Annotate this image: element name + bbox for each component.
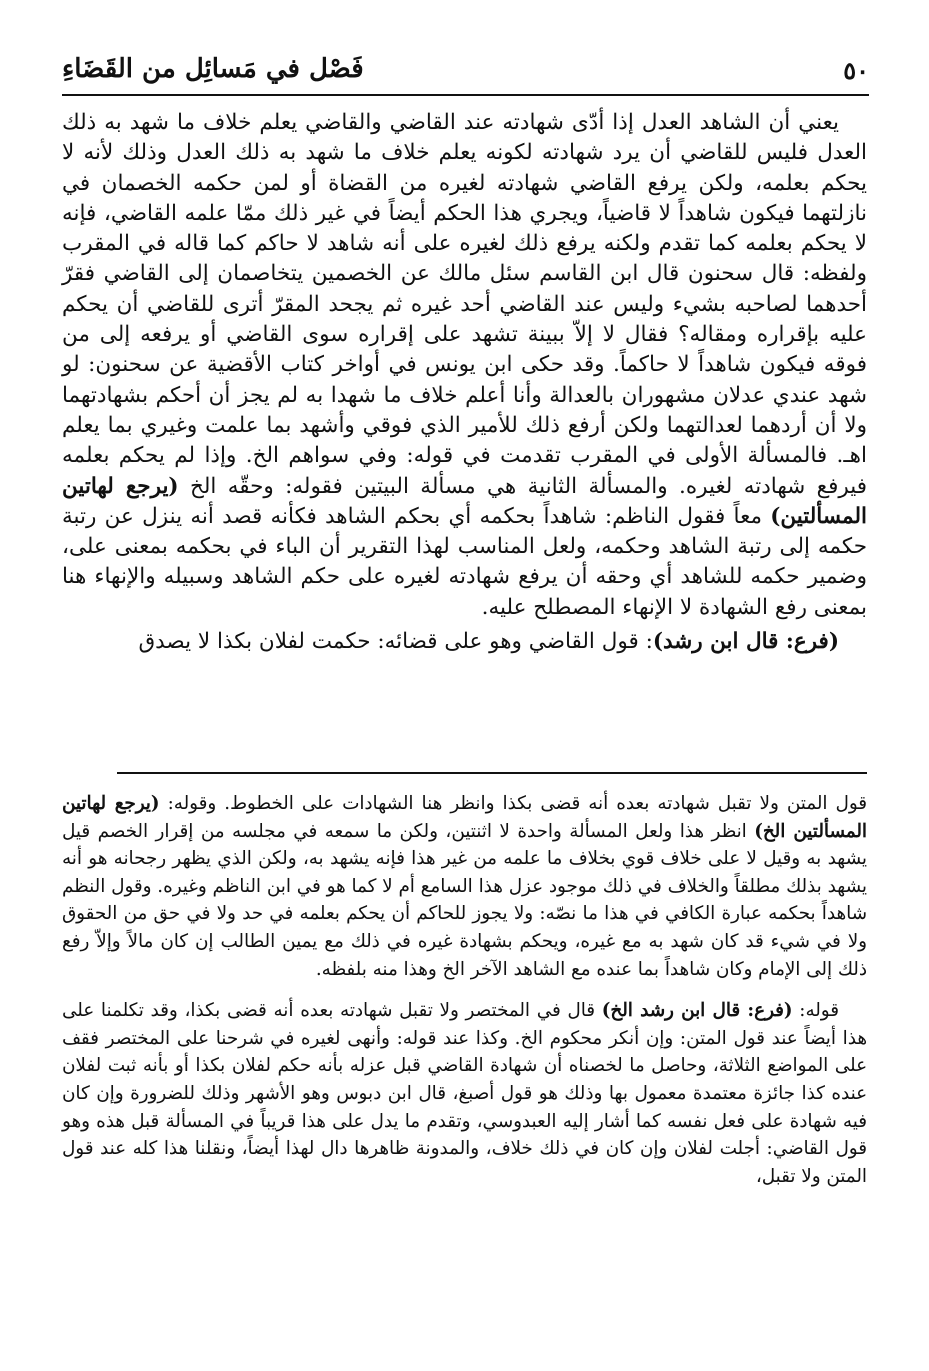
commentary-notes — [62, 790, 867, 1190]
note-text-run: قال في المختصر ولا تقبل شهادته بعده أنه قضى بكذا، وقد تكلمنا على هذا أيضاً عند قول المتن: وإن أنكر محكوم الخ. وكذا عند قوله: وأنهى لغيره في شرحنا على المختصر فقف على المواضع الثلاثة، وحاصل ما لخصناه أن شهادة القاضي قبل عزله بأنه حكم لفلان بكذا أو بأنه ثبت لفلان عنده كذا جائزة معتمدة معمول بها وذلك هو قول أصبغ، قال ابن دبوس وهو الأشهر وذلك للضرورة وإن كان فيه شهادة على فعل نفسه كما أشار إليه العبدوسي، وتقدم ما يدل على هذا قريباً في المسألة قبل هذه وهو قول القاضي: أجلت لفلان وإن كان في ذلك خلاف، والمدونة ظاهرها دال لهذا أيضاً، ونقلنا هذا كله عند قول المتن ولا تقبل، — [62, 1000, 867, 1187]
page-number: ٥٠ — [843, 56, 869, 85]
page-header — [62, 52, 869, 96]
bold-phrase: (يرجع لهاتين المسألتين) — [62, 473, 867, 529]
note-text-run: قول المتن ولا تقبل شهادته بعده أنه قضى بكذا وانظر هنا الشهادات على الخطوط. وقوله: — [167, 793, 868, 814]
footnote-divider — [117, 772, 867, 774]
main-text-run: معاً فقول الناظم: شاهداً بحكمه أي بحكم الشاهد فكأنه قصد أنه ينزل عن رتبة حكمه إلى رتبة الشاهد وحكمه، ولعل المناسب لهذا التقرير أن الباء في بحكمه بمعنى على، وضمير حكمه للشاهد أي وحقه أن يرفع شهادته لغيره على حكم الشاهد وسبيله والإنهاء هنا بمعنى رفع الشهادة لا الإنهاء المصطلح عليه. — [62, 503, 867, 620]
main-paragraph — [62, 627, 867, 657]
note-text-run: قوله: — [799, 1000, 839, 1022]
running-title: فَصْل في مَسائِل من القَضَاءِ — [62, 54, 364, 84]
bold-phrase: (فرع: قال ابن رشد) — [652, 629, 839, 655]
bold-phrase: (يرجع لهاتين المسألتين الخ) — [62, 793, 867, 842]
main-text-run: يعني أن الشاهد العدل إذا أدّى شهادته عند القاضي والقاضي يعلم خلاف ما شهد به ذلك العدل فليس للقاضي أن يرد شهادته لكونه يعلم خلاف ما شهد به ذلك العدل وذلك لأنه لا يحكم بعلمه، ولكن يرفع القاضي شهادته لغيره من القضاة أو لمن حكمه الخصمان في نازلتهما فيكون شاهداً لا قاضياً، ويجري هذا الحكم أيضاً في غير ذلك ممّا علمه القاضي، فإنه لا يحكم بعلمه كما تقدم ولكنه يرفع ذلك لغيره على أنه شاهد لا حاكم كما قاله في المقرب ولفظه: قال سحنون قال ابن القاسم سئل مالك عن الخصمين يتخاصمان إلى القاضي فقرّ أحدهما لصاحبه بشيء وليس عند القاضي أحد غيره ثم يجحد المقرّ أترى للقاضي أن يحكم عليه بإقراره ومقاله؟ فقال لا إلاّ ببينة تشهد على إقراره سوى القاضي أو يرفعه إلى من فوقه فيكون شاهداً لا حاكماً. وقد حكى ابن يونس في أواخر كتاب الأقضية عن سحنون: لو شهد عندي عدلان مشهوران بالعدالة وأنا أعلم خلاف ما شهدا به لم يجز أن أحكم بشهادتهما ولا أن أردهما لعدالتهما ولكن أرفع ذلك للأمير الذي فوقي وأشهد بما علمت وغيري بما يعلم اهـ. فالمسألة الأولى في المقرب تقدمت في قوله: وفي سواهم الخ. وإذا لم يحكم بعلمه فيرفع شهادته لغيره. والمسألة الثانية هي مسألة البيتين فقوله: وحقّه الخ — [62, 110, 867, 499]
note-paragraph — [62, 790, 867, 983]
bold-phrase: (فرع: قال ابن رشد الخ) — [601, 1000, 793, 1022]
main-text — [62, 108, 867, 657]
note-paragraph — [62, 997, 867, 1190]
main-paragraph — [62, 108, 867, 623]
note-text-run: انظر هذا ولعل المسألة واحدة لا اثنتين، ولكن ما سمعه في مجلسه من إقرار الخصم قيل يشهد به وقيل لا على خلاف قوي بخلاف ما علمه من غير هذا فإنه يشهد به، ولكن الذي يظهر رجحانه هو أنه يشهد بذلك مطلقاً والخلاف في ذلك موجود عزل هذا السامع أم لا كما هو في ابن الناظم وغيره. وقول النظم شاهداً بحكمه عبارة الكافي في هذا ما نصّه: ولا يجوز للحاكم أن يحكم بعلمه في حد ولا في حق من الحقوق ولا في شيء قد كان شهد به مع غيره، ويحكم بشهادة غيره في ذلك مع يمين الطالب إن كان مالاً وإلاّ رفع ذلك إلى الإمام وكان شاهداً بما عنده مع الشاهد الآخر الخ وهذا منه بلفظه. — [62, 820, 867, 980]
main-text-run: : قول القاضي وهو على قضائه: حكمت لفلان بكذا لا يصدق — [138, 629, 653, 655]
